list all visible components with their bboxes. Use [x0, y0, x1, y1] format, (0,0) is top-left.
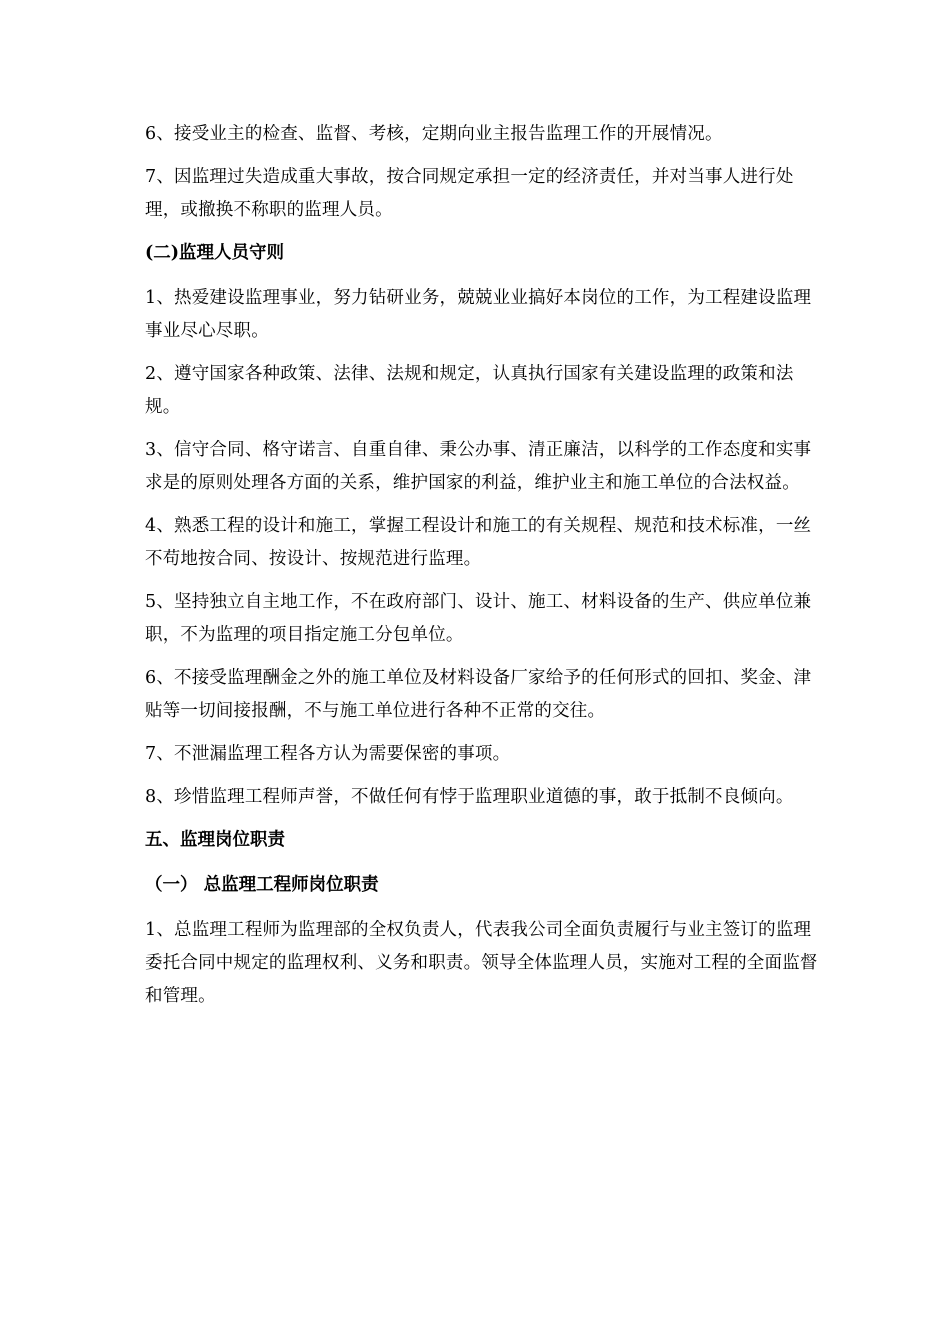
paragraph-rule-3: 3、信守合同、格守诺言、自重自律、秉公办事、清正廉洁，以科学的工作态度和实事求是的原则处理各方面的关系，维护国家的利益，维护业主和施工单位的合法权益。 — [145, 440, 812, 493]
paragraph-rule-6: 6、不接受监理酬金之外的施工单位及材料设备厂家给予的任何形式的回扣、奖金、津贴等一切间接报酬，不与施工单位进行各种不正常的交往。 — [145, 668, 812, 721]
paragraph-rule-8: 8、珍惜监理工程师声誉，不做任何有悖于监理职业道德的事，敢于抵制不良倾向。 — [145, 787, 794, 807]
section-heading-code-of-conduct: (二)监理人员守则 — [145, 243, 285, 263]
paragraph-rule-5: 5、坚持独立自主地工作，不在政府部门、设计、施工、材料设备的生产、供应单位兼职，不为监理的项目指定施工分包单位。 — [145, 592, 812, 645]
subsection-heading-chief-engineer: （一） 总监理工程师岗位职责 — [145, 875, 379, 895]
paragraph-rule-4: 4、熟悉工程的设计和施工，掌握工程设计和施工的有关规程、规范和技术标准，一丝不苟地按合同、按设计、按规范进行监理。 — [145, 516, 812, 569]
chapter-heading-job-duties: 五、监理岗位职责 — [145, 830, 285, 850]
paragraph-duty-6: 6、接受业主的检查、监督、考核，定期向业主报告监理工作的开展情况。 — [145, 124, 723, 144]
paragraph-rule-7: 7、不泄漏监理工程各方认为需要保密的事项。 — [145, 744, 511, 764]
paragraph-rule-2: 2、遵守国家各种政策、法律、法规和规定，认真执行国家有关建设监理的政策和法规。 — [145, 364, 794, 417]
document-body — [145, 118, 825, 1023]
paragraph-chief-duty-1: 1、总监理工程师为监理部的全权负责人，代表我公司全面负责履行与业主签订的监理委托合同中规定的监理权利、义务和职责。领导全体监理人员，实施对工程的全面监督和管理。 — [145, 920, 818, 1006]
paragraph-rule-1: 1、热爱建设监理事业，努力钻研业务，兢兢业业搞好本岗位的工作，为工程建设监理事业尽心尽职。 — [145, 288, 812, 341]
paragraph-duty-7: 7、因监理过失造成重大事故，按合同规定承担一定的经济责任，并对当事人进行处理，或撤换不称职的监理人员。 — [145, 167, 794, 220]
